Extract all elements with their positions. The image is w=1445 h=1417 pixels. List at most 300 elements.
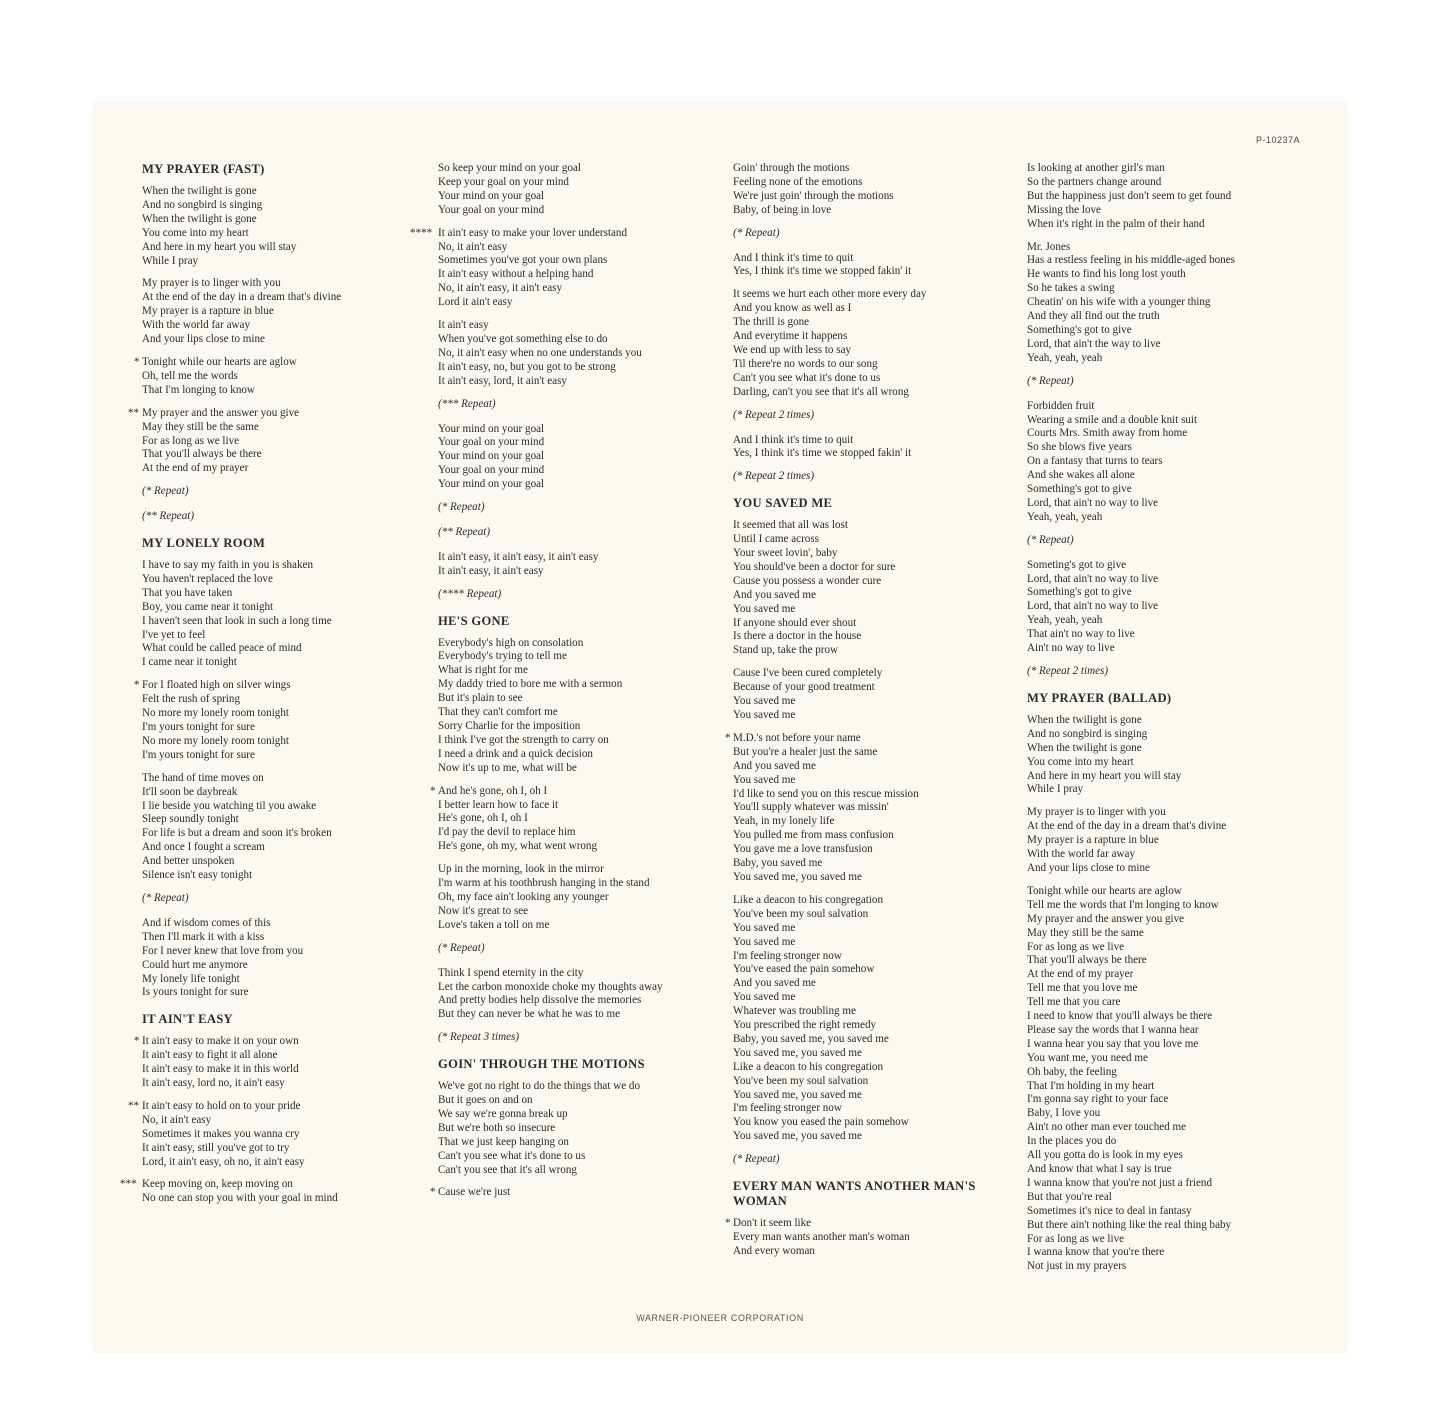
- lyric-text: I'm gonna say right to your face: [1027, 1093, 1169, 1106]
- lyric-text: You saved me, you saved me: [733, 1130, 862, 1143]
- lyric-line: [142, 1156, 427, 1170]
- lyric-text: In the places you do: [1027, 1135, 1117, 1148]
- lyric-line: [142, 573, 427, 587]
- lyric-line: [142, 448, 427, 462]
- lyric-text: On a fantasy that turns to tears: [1027, 455, 1163, 468]
- lyric-line: [733, 372, 1023, 386]
- lyric-text: At the end of my prayer: [1027, 968, 1134, 981]
- lyric-stanza: [142, 917, 427, 1000]
- lyric-line: [1027, 441, 1327, 455]
- lyric-line: [733, 746, 1023, 760]
- lyric-line: [1027, 218, 1327, 232]
- lyric-line: [1027, 427, 1327, 441]
- lyrics-column-4: [1027, 162, 1327, 1283]
- lyric-text: You'll supply whatever was missin': [733, 801, 889, 814]
- lyric-text: Now it's great to see: [438, 904, 529, 917]
- lyric-text: Oh baby, the feeling: [1027, 1065, 1117, 1078]
- lyric-line: [142, 277, 427, 291]
- repeat-instruction: (* Repeat): [733, 226, 780, 239]
- lyric-stanza: [142, 559, 427, 670]
- lyric-line: [1027, 1121, 1327, 1135]
- lyric-text: Something's got to give: [1027, 586, 1132, 599]
- lyric-text: Love's taken a toll on me: [438, 918, 550, 931]
- lyric-text: Baby, of being in love: [733, 203, 832, 216]
- repeat-instruction: (* Repeat 2 times): [1027, 665, 1109, 677]
- lyric-line: [1027, 642, 1327, 656]
- lyric-text: Can't you see what it's done to us: [438, 1149, 586, 1162]
- lyric-line: [438, 375, 728, 389]
- lyric-text: Think I spend eternity in the city: [438, 966, 584, 979]
- lyric-line: [733, 204, 1023, 218]
- lyric-text: Wearing a smile and a double knit suit: [1027, 413, 1198, 426]
- lyric-stanza: [1027, 400, 1327, 525]
- repeat-marker: *: [430, 784, 436, 797]
- lyric-text: So the partners change around: [1027, 175, 1162, 188]
- lyric-text: And he's gone, oh I, oh I: [438, 784, 548, 797]
- lyric-text: Courts Mrs. Smith away from home: [1027, 427, 1188, 440]
- lyric-line: [142, 721, 427, 735]
- lyric-line: [1027, 968, 1327, 982]
- lyric-text: Cause we're just: [438, 1186, 511, 1199]
- lyric-line: [733, 1116, 1023, 1130]
- lyric-text: No more my lonely room tonight: [142, 707, 289, 720]
- lyric-line: [438, 650, 728, 664]
- lyric-text: Sorry Charlie for the imposition: [438, 720, 581, 732]
- lyric-text: You saved me, you saved me: [733, 870, 862, 883]
- lyric-line: [134, 356, 427, 370]
- lyric-line: [1027, 414, 1327, 428]
- repeat-instruction: (* Repeat): [1027, 374, 1074, 387]
- lyric-line: [438, 319, 728, 333]
- lyric-text: And you saved me: [733, 759, 816, 772]
- lyric-line: [430, 1186, 728, 1200]
- lyric-text: That I'm holding in my heart: [1027, 1079, 1155, 1092]
- repeat-instruction: (* Repeat 2 times): [733, 470, 815, 483]
- lyric-text: My prayer is to linger with you: [142, 277, 281, 290]
- lyric-text: So keep your mind on your goal: [438, 162, 581, 174]
- lyrics-column-1: [120, 162, 427, 1215]
- lyric-stanza: [142, 277, 427, 347]
- lyric-line: [1027, 483, 1327, 497]
- lyric-text: It ain't easy, lord no, it ain't easy: [142, 1077, 285, 1090]
- lyric-text: While I pray: [1027, 783, 1084, 796]
- lyric-text: May they still be the same: [142, 420, 259, 433]
- lyric-text: Lord, that ain't no way to live: [1027, 600, 1159, 613]
- lyric-line: [733, 1130, 1023, 1144]
- lyric-stanza: [438, 967, 728, 1023]
- lyric-line: [1027, 1260, 1327, 1274]
- lyric-line: [142, 629, 427, 643]
- lyric-text: Something's got to give: [1027, 323, 1132, 336]
- lyric-line: [142, 319, 427, 333]
- lyric-text: It ain't easy to make it in this world: [142, 1063, 299, 1076]
- lyric-text: And once I fought a scream: [142, 841, 265, 854]
- lyric-text: Up in the morning, look in the mirror: [438, 863, 604, 876]
- lyric-line: [1027, 885, 1327, 899]
- lyric-text: My daddy tried to bore me with a sermon: [438, 678, 623, 691]
- lyric-line: [1027, 352, 1327, 366]
- lyric-line: [438, 176, 728, 190]
- lyric-line: [733, 1245, 1023, 1259]
- lyric-text: I think I've got the strength to carry on: [438, 733, 609, 746]
- lyric-stanza: [733, 252, 1023, 280]
- lyric-text: And you saved me: [733, 588, 816, 601]
- lyric-line: [438, 799, 728, 813]
- lyric-line: [733, 681, 1023, 695]
- lyric-line: [1027, 1024, 1327, 1038]
- repeat-instruction: (* Repeat): [1027, 533, 1074, 546]
- lyric-text: It ain't easy to make your lover understand: [438, 226, 627, 239]
- lyric-text: I've yet to feel: [142, 628, 206, 641]
- lyric-text: Baby, I love you: [1027, 1107, 1101, 1120]
- lyric-text: Tonight while our hearts are aglow: [142, 355, 297, 368]
- repeat-instruction: (* Repeat): [438, 501, 485, 514]
- lyric-line: [142, 693, 427, 707]
- lyric-line: [142, 241, 427, 255]
- lyric-text: Sleep soundly tonight: [142, 813, 239, 826]
- lyric-text: I better learn how to face it: [438, 798, 559, 811]
- lyric-text: My prayer and the answer you give: [142, 406, 300, 419]
- lyric-line: [142, 786, 427, 800]
- lyric-text: Your mind on your goal: [438, 450, 545, 463]
- repeat-instruction: (* Repeat): [142, 891, 189, 904]
- lyric-line: [142, 735, 427, 749]
- repeat-instruction: (** Repeat): [438, 525, 491, 538]
- lyric-text: And here in my heart you will stay: [142, 240, 297, 253]
- lyric-line: [733, 774, 1023, 788]
- lyric-text: I lie beside you watching til you awake: [142, 799, 317, 812]
- lyric-text: I need a drink and a quick decision: [438, 747, 593, 760]
- lyric-line: [1027, 941, 1327, 955]
- lyric-text: That we just keep hanging on: [438, 1135, 569, 1148]
- lyric-text: Felt the rush of spring: [142, 693, 240, 706]
- lyric-line: [142, 185, 427, 199]
- lyric-line: [1027, 756, 1327, 770]
- lyric-line: [1027, 1163, 1327, 1177]
- lyric-text: No, it ain't easy, it ain't easy: [438, 282, 563, 295]
- lyric-text: I wanna know that you're there: [1027, 1246, 1165, 1259]
- lyric-line: [142, 813, 427, 827]
- lyric-line: [733, 316, 1023, 330]
- lyric-line: [438, 1164, 728, 1178]
- lyric-text: But it's plain to see: [438, 692, 523, 705]
- repeat-instruction: (*** Repeat): [438, 397, 496, 410]
- lyric-line: [438, 1108, 728, 1122]
- lyric-stanza: [1027, 806, 1327, 876]
- lyric-text: If anyone should ever shout: [733, 616, 857, 629]
- lyric-text: The hand of time moves on: [142, 771, 264, 784]
- lyric-stanza: [438, 863, 728, 933]
- lyric-text: My prayer is a rapture in blue: [142, 305, 274, 318]
- lyric-line: [1027, 770, 1327, 784]
- lyric-stanza: [1027, 241, 1327, 366]
- lyric-text: It ain't easy without a helping hand: [438, 268, 594, 281]
- lyric-line: [142, 959, 427, 973]
- lyric-line: [438, 891, 728, 905]
- lyric-line: [1027, 996, 1327, 1010]
- lyric-text: Baby, you saved me: [733, 857, 823, 870]
- lyric-text: I have to say my faith in you is shaken: [142, 559, 313, 572]
- lyric-stanza: [438, 319, 728, 389]
- lyric-line: [438, 734, 728, 748]
- lyric-line: [142, 973, 427, 987]
- lyric-text: Tell me the words that I'm longing to know: [1027, 898, 1219, 911]
- lyric-text: Yes, I think it's time we stopped fakin' it: [733, 265, 912, 278]
- lyric-line: [1027, 1066, 1327, 1080]
- lyric-line: [142, 986, 427, 1000]
- lyric-line: [725, 1217, 1023, 1231]
- lyric-text: Til there're no words to our song: [733, 357, 878, 370]
- lyric-text: With the world far away: [1027, 848, 1135, 861]
- lyric-text: I'm feeling stronger now: [733, 1102, 842, 1115]
- song-title: GOIN' THROUGH THE MOTIONS: [438, 1057, 645, 1072]
- lyric-text: It seems we hurt each other more every day: [733, 288, 927, 301]
- lyric-text: Boy, you came near it tonight: [142, 600, 274, 613]
- lyric-text: Can't you see that it's all wrong: [438, 1163, 577, 1176]
- lyric-line: [438, 720, 728, 734]
- lyric-line: [1027, 400, 1327, 414]
- lyric-text: I wanna know that you're not just a friend: [1027, 1176, 1212, 1189]
- lyric-text: Like a deacon to his congregation: [733, 1060, 884, 1073]
- lyric-text: Missing the love: [1027, 203, 1101, 216]
- lyric-text: But the happiness just don't seem to get found: [1027, 189, 1232, 202]
- lyric-text: It ain't easy: [438, 319, 489, 332]
- lyric-text: Until I came across: [733, 533, 819, 546]
- lyric-line: [1027, 954, 1327, 968]
- lyric-text: For I never knew that love from you: [142, 944, 304, 957]
- lyric-line: [438, 162, 728, 176]
- lyric-line: [1027, 1191, 1327, 1205]
- lyric-line: [1027, 1205, 1327, 1219]
- lyric-text: Baby, you saved me, you saved me: [733, 1032, 889, 1045]
- lyric-line: [142, 917, 427, 931]
- lyric-text: No more my lonely room tonight: [142, 734, 289, 747]
- lyric-line: [142, 199, 427, 213]
- lyric-line: [438, 748, 728, 762]
- lyric-line: [733, 1005, 1023, 1019]
- lyric-text: Something's got to give: [1027, 483, 1132, 496]
- lyric-line: [438, 296, 728, 310]
- lyrics-column-3: [725, 162, 1023, 1268]
- lyric-text: When you've got something else to do: [438, 332, 608, 345]
- lyric-text: You come into my heart: [1027, 755, 1134, 768]
- lyric-line: [438, 905, 728, 919]
- lyric-line: [733, 434, 1023, 448]
- lyric-line: [1027, 628, 1327, 642]
- lyric-text: Like a deacon to his congregation: [733, 893, 884, 906]
- lyric-text: Yeah, yeah, yeah: [1027, 510, 1103, 523]
- lyric-text: Keep moving on, keep moving on: [142, 1178, 293, 1191]
- lyric-stanza: [733, 667, 1023, 723]
- lyric-line: [410, 227, 728, 241]
- lyric-line: [142, 305, 427, 319]
- lyric-text: I'd pay the devil to replace him: [438, 826, 576, 839]
- lyric-text: I'm feeling stronger now: [733, 949, 842, 962]
- lyric-text: And you saved me: [733, 977, 816, 990]
- lyric-line: [733, 695, 1023, 709]
- lyric-line: [733, 1061, 1023, 1075]
- lyric-text: I'd like to send you on this rescue mission: [733, 787, 919, 800]
- lyric-text: I came near it tonight: [142, 656, 237, 669]
- lyric-stanza: [733, 434, 1023, 462]
- lyric-line: [142, 1063, 427, 1077]
- lyric-line: [733, 447, 1023, 461]
- repeat-instruction: (* Repeat 2 times): [733, 408, 815, 421]
- lyric-line: [1027, 1052, 1327, 1066]
- lyric-line: [1027, 1246, 1327, 1260]
- lyric-line: [1027, 1233, 1327, 1247]
- lyric-line: [438, 333, 728, 347]
- lyric-line: [1027, 190, 1327, 204]
- lyric-stanza: [430, 784, 728, 855]
- lyric-text: Someting's got to give: [1027, 558, 1127, 571]
- lyric-line: [733, 288, 1023, 302]
- lyric-line: [733, 908, 1023, 922]
- lyric-text: My prayer is a rapture in blue: [1027, 834, 1159, 847]
- lyric-text: It ain't easy, lord, it ain't easy: [438, 374, 567, 387]
- lyric-text: My prayer is to linger with you: [1027, 806, 1166, 819]
- lyric-line: [733, 1075, 1023, 1089]
- lyric-text: Yes, I think it's time we stopped fakin' it: [733, 447, 912, 460]
- repeat-marker: *: [430, 1186, 436, 1199]
- lyric-text: Goin' through the motions: [733, 162, 850, 174]
- lyric-stanza: [134, 1035, 427, 1091]
- lyric-line: [438, 268, 728, 282]
- lyric-line: [134, 679, 427, 693]
- lyric-text: We end up with less to say: [733, 343, 852, 356]
- lyric-text: And your lips close to mine: [142, 333, 265, 346]
- lyric-line: [142, 707, 427, 721]
- lyric-text: You come into my heart: [142, 226, 249, 239]
- lyric-text: You pulled me from mass confusion: [733, 829, 894, 842]
- lyric-text: For as long as we live: [142, 434, 240, 447]
- lyric-text: Is yours tonight for sure: [142, 986, 249, 999]
- lyric-line: [438, 1094, 728, 1108]
- lyric-line: [733, 829, 1023, 843]
- lyric-line: [733, 176, 1023, 190]
- lyric-text: Forbidden fruit: [1027, 399, 1095, 412]
- lyric-line: [733, 963, 1023, 977]
- lyric-text: You gave me a love transfusion: [733, 843, 873, 856]
- lyric-line: [733, 936, 1023, 950]
- lyric-line: [1027, 1038, 1327, 1052]
- lyric-text: Cheatin' on his wife with a younger thing: [1027, 296, 1211, 309]
- lyric-line: [142, 421, 427, 435]
- lyric-line: [142, 333, 427, 347]
- repeat-marker: **: [128, 1099, 140, 1112]
- lyric-text: Everybody's high on consolation: [438, 636, 584, 649]
- lyric-text: You saved me, you saved me: [733, 1046, 862, 1059]
- lyric-text: And no songbird is singing: [142, 198, 263, 211]
- lyric-line: [1027, 806, 1327, 820]
- lyric-line: [142, 1128, 427, 1142]
- lyric-text: And you know as well as I: [733, 302, 852, 315]
- lyric-stanza: [142, 772, 427, 883]
- lyric-text: And everytime it happens: [733, 330, 848, 343]
- lyric-line: [120, 1178, 427, 1192]
- lyric-line: [1027, 497, 1327, 511]
- lyric-line: [438, 981, 728, 995]
- lyric-text: Keep your goal on your mind: [438, 175, 569, 188]
- lyric-stanza: [725, 1217, 1023, 1259]
- lyric-line: [733, 190, 1023, 204]
- lyric-text: You saved me: [733, 991, 796, 1004]
- lyric-line: [1027, 600, 1327, 614]
- lyric-line: [725, 732, 1023, 746]
- lyric-line: [733, 358, 1023, 372]
- repeat-marker: *: [725, 1217, 731, 1230]
- lyric-line: [142, 869, 427, 883]
- lyric-text: Tell me that you love me: [1027, 982, 1138, 995]
- lyric-stanza: [1027, 559, 1327, 656]
- lyric-line: [142, 1192, 427, 1206]
- lyric-line: [733, 977, 1023, 991]
- lyric-text: Yeah, yeah, yeah: [1027, 614, 1103, 627]
- publisher-footer: WARNER-PIONEER CORPORATION: [636, 1313, 804, 1323]
- lyric-line: [128, 407, 427, 421]
- lyric-text: And better unspoken: [142, 855, 235, 868]
- lyric-line: [1027, 176, 1327, 190]
- lyric-line: [1027, 324, 1327, 338]
- lyric-line: [733, 575, 1023, 589]
- lyric-line: [1027, 899, 1327, 913]
- repeat-marker: ***: [120, 1178, 137, 1191]
- lyric-text: Sometimes it's nice to deal in fantasy: [1027, 1204, 1192, 1217]
- repeat-marker: **: [128, 406, 140, 419]
- lyric-stanza: [438, 1080, 728, 1177]
- lyric-text: You saved me: [733, 773, 796, 786]
- lyric-text: That I'm longing to know: [142, 383, 255, 396]
- lyric-line: [1027, 728, 1327, 742]
- lyric-line: [1027, 469, 1327, 483]
- lyric-text: All you gotta do is look in my eyes: [1027, 1149, 1183, 1162]
- lyric-stanza: [438, 551, 728, 579]
- lyric-stanza: [410, 226, 728, 310]
- lyric-line: [1027, 927, 1327, 941]
- lyric-line: [1027, 742, 1327, 756]
- repeat-instruction: (* Repeat): [438, 941, 485, 954]
- lyric-text: Ain't no way to live: [1027, 642, 1115, 655]
- lyric-line: [1027, 913, 1327, 927]
- lyric-stanza: [134, 679, 427, 762]
- lyric-text: For I floated high on silver wings: [142, 679, 291, 692]
- lyric-stanza: [120, 1178, 427, 1206]
- lyric-text: Is there a doctor in the house: [733, 630, 862, 643]
- lyric-text: At the end of my prayer: [142, 462, 249, 475]
- lyric-line: [438, 1080, 728, 1094]
- lyric-line: [1027, 614, 1327, 628]
- lyric-stanza: [128, 406, 427, 477]
- lyric-text: It ain't easy, no, but you got to be strong: [438, 360, 616, 373]
- lyric-line: [1027, 455, 1327, 469]
- lyric-text: Your goal on your mind: [438, 203, 545, 216]
- lyric-text: Yeah, yeah, yeah: [1027, 351, 1103, 364]
- lyric-text: No, it ain't easy: [438, 240, 508, 253]
- lyric-line: [142, 1114, 427, 1128]
- lyric-stanza: [733, 894, 1023, 1144]
- lyric-text: With the world far away: [142, 319, 250, 332]
- lyric-line: [1027, 586, 1327, 600]
- lyric-line: [142, 462, 427, 476]
- lyric-line: [1027, 1093, 1327, 1107]
- lyric-line: [1027, 783, 1327, 797]
- lyric-text: Is looking at another girl's man: [1027, 162, 1165, 174]
- lyric-line: [733, 815, 1023, 829]
- lyric-text: At the end of the day in a dream that's divine: [1027, 820, 1227, 833]
- lyric-text: Lord, that ain't no way to live: [1027, 496, 1159, 509]
- lyric-text: Don't it seem like: [733, 1217, 812, 1230]
- lyric-text: But it goes on and on: [438, 1094, 533, 1107]
